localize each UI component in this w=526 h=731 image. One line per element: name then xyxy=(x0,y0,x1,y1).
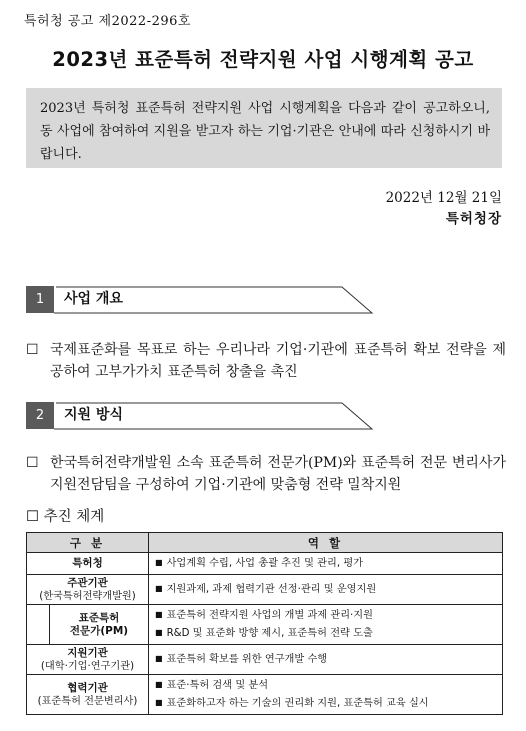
role-cell xyxy=(149,675,503,715)
org-name: 특허청 xyxy=(72,557,103,569)
intro-box xyxy=(26,88,502,168)
org-name: 지원기관 xyxy=(67,646,108,659)
section-2-number: 2 xyxy=(26,402,54,429)
system-heading: ☐ 추진 체계 xyxy=(26,509,105,525)
checkbox-square-icon: ☐ xyxy=(26,342,39,358)
org-cell xyxy=(27,553,149,575)
bullet-square-icon: ■ xyxy=(155,697,163,707)
role-item: ■ 표준특허 확보를 위한 연구개발 수행 xyxy=(155,653,328,665)
section-2-header xyxy=(26,402,376,434)
role-item: ■ R&D 및 표준화 방향 제시, 표준특허 전략 도출 xyxy=(155,627,373,639)
org-cell xyxy=(27,575,149,605)
org-sub: 전문가(PM) xyxy=(69,624,129,637)
col-header-role: 역 할 xyxy=(149,533,503,553)
indent-cell xyxy=(27,605,50,645)
section-1-title: 사업 개요 xyxy=(64,291,123,307)
page-title: 2023년 표준특허 전략지원 사업 시행계획 공고 xyxy=(52,48,474,71)
org-sub: (대학·기업·연구기관) xyxy=(40,660,135,672)
org-cell xyxy=(50,605,149,645)
section-2-title: 지원 방식 xyxy=(64,407,123,423)
table-row xyxy=(27,645,503,675)
role-item: ■ 표준특허 전략지원 사업의 개별 과제 관리·지원 xyxy=(155,609,373,621)
role-cell xyxy=(149,605,503,645)
checkbox-square-icon: ☐ xyxy=(26,455,39,471)
bullet-square-icon: ■ xyxy=(155,609,163,619)
bullet-square-icon: ■ xyxy=(155,679,163,689)
table-row xyxy=(27,553,503,575)
section-1-bullet xyxy=(26,339,506,383)
org-name: 협력기관 xyxy=(67,681,108,694)
announcement-date: 2022년 12월 21일 xyxy=(385,190,502,206)
role-item: ■ 표준·특허 검색 및 분석 xyxy=(155,679,269,691)
table-row xyxy=(27,675,503,715)
section-1-number: 1 xyxy=(26,286,54,313)
col-header-org: 구 분 xyxy=(27,533,149,553)
org-sub: (한국특허전략개발원) xyxy=(39,590,136,602)
bullet-square-icon: ■ xyxy=(155,653,163,663)
issuer-name: 특허청장 xyxy=(445,211,502,227)
bullet-square-icon: ■ xyxy=(155,557,163,567)
org-cell xyxy=(27,675,149,715)
notice-number: 특허청 공고 제2022-296호 xyxy=(24,14,191,29)
role-item: ■ 지원과제, 과제 협력기관 선정·관리 및 운영지원 xyxy=(155,583,377,595)
role-cell xyxy=(149,645,503,675)
role-cell xyxy=(149,553,503,575)
intro-text: 2023년 특허청 표준특허 전략지원 사업 시행계획을 다음과 같이 공고하오니, 동 사업에 참여하여 지원을 받고자 하는 기업·기관은 안내에 따라 신청하시기 바랍니다. xyxy=(40,101,490,162)
org-cell xyxy=(27,645,149,675)
section-2-text: 한국특허전략개발원 소속 표준특허 전문가(PM)와 표준특허 전문 변리사가 지원전담팀을 구성하여 기업·기관에 맞춤형 전략 밀착지원 xyxy=(50,455,506,493)
role-item: ■ 표준화하고자 하는 기술의 권리화 지원, 표준특허 교육 실시 xyxy=(155,697,429,709)
section-2-bullet xyxy=(26,452,506,496)
org-name: 표준특허 xyxy=(78,611,120,624)
role-item: ■ 사업계획 수립, 사업 총괄 추진 및 관리, 평가 xyxy=(155,557,364,569)
role-cell xyxy=(149,575,503,605)
table-row xyxy=(27,605,503,645)
section-1-header xyxy=(26,286,376,318)
table-row xyxy=(27,575,503,605)
org-sub: (표준특허 전문변리사) xyxy=(37,695,138,707)
table-header-row xyxy=(27,533,503,553)
bullet-square-icon: ■ xyxy=(155,583,163,593)
bullet-square-icon: ■ xyxy=(155,627,163,637)
section-1-text: 국제표준화를 목표로 하는 우리나라 기업·기관에 표준특허 확보 전략을 제공하여 고부가가치 표준특허 창출을 촉진 xyxy=(50,342,506,380)
org-name: 주관기관 xyxy=(67,576,108,589)
system-table xyxy=(26,532,503,715)
